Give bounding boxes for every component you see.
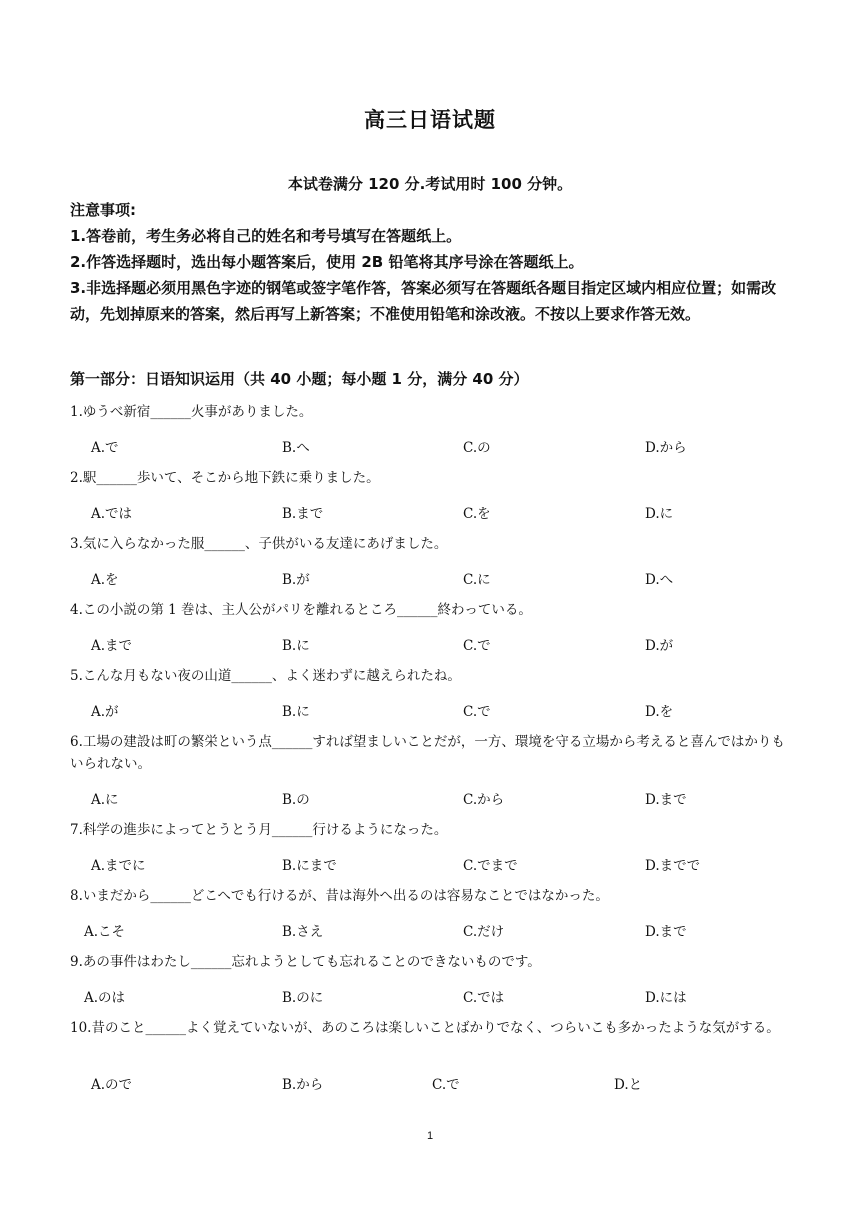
- option: D.までで: [645, 858, 701, 874]
- question-text: 3.気に入らなかった服______、子供がいる友達にあげました。: [70, 536, 448, 552]
- option: C.で: [463, 638, 491, 654]
- option: A.こそ: [84, 924, 126, 940]
- option: B.へ: [282, 440, 310, 456]
- option: D.が: [645, 638, 674, 654]
- option: D.まで: [645, 792, 687, 808]
- option: C.の: [463, 440, 491, 456]
- option: D.に: [645, 506, 674, 522]
- option: B.にまで: [282, 858, 337, 874]
- question-text: 1.ゆうべ新宿______火事がありました。: [70, 404, 313, 420]
- option: B.のに: [282, 990, 324, 1006]
- option: D.へ: [645, 572, 674, 588]
- question-text: 2.駅______歩いて、そこから地下鉄に乗りました。: [70, 470, 380, 486]
- question-text: 9.あの事件はわたし______忘れようとしても忘れることのできないものです。: [70, 954, 541, 970]
- option: A.に: [91, 792, 119, 808]
- page-title: 高三日语试题: [364, 108, 496, 132]
- option: C.だけ: [463, 924, 505, 940]
- option: D.から: [645, 440, 687, 456]
- option: B.から: [282, 1077, 324, 1093]
- question-text: 8.いまだから______どこへでも行けるが、昔は海外へ出るのは容易なことではなかった。: [70, 888, 609, 904]
- options-row: [0, 700, 860, 720]
- option: D.と: [614, 1077, 643, 1093]
- option: C.から: [463, 792, 505, 808]
- options-row: [0, 788, 860, 808]
- option: B.まで: [282, 506, 324, 522]
- question-text: 6.工場の建設は町の繁栄という点______すれば望ましいことだが，一方、環境を守る立場から考えると喜んではかりもいられない。: [70, 734, 785, 772]
- option: C.を: [463, 506, 491, 522]
- options-row: [0, 436, 860, 456]
- option: B.に: [282, 638, 310, 654]
- notes-block: [70, 197, 796, 327]
- option: A.までに: [91, 858, 146, 874]
- option: A.では: [91, 506, 133, 522]
- option: C.で: [432, 1077, 460, 1093]
- options-row: [0, 920, 860, 940]
- question-text: 7.科学の進歩によってとうとう月______行けるようになった。: [70, 822, 448, 838]
- option: A.を: [91, 572, 119, 588]
- page-number: 1: [426, 1130, 434, 1142]
- note-item: 1.答卷前，考生务必将自己的姓名和考号填写在答题纸上。: [70, 227, 462, 245]
- options-row: [0, 986, 860, 1006]
- option: C.で: [463, 704, 491, 720]
- option: A.で: [91, 440, 119, 456]
- options-row: [0, 634, 860, 654]
- option: A.が: [91, 704, 119, 720]
- option: A.のは: [84, 990, 126, 1006]
- section-title: 第一部分：日语知识运用（共 40 小题；每小题 1 分，满分 40 分）: [70, 370, 529, 388]
- notes-heading: 注意事项:: [70, 201, 136, 219]
- option: B.さえ: [282, 924, 324, 940]
- option: D.まで: [645, 924, 687, 940]
- option: A.ので: [91, 1077, 133, 1093]
- option: D.には: [645, 990, 687, 1006]
- note-item: 3.非选择题必须用黑色字迹的钢笔或签字笔作答，答案必须写在答题纸各题目指定区域内相应位置；如需改动，先划掉原来的答案，然后再写上新答案；不准使用铅笔和涂改液。不按以上要求作答无效。: [70, 279, 777, 323]
- note-item: 2.作答选择题时，选出每小题答案后，使用 2B 铅笔将其序号涂在答题纸上。: [70, 253, 584, 271]
- options-row: [0, 568, 860, 588]
- option: C.でまで: [463, 858, 518, 874]
- option: D.を: [645, 704, 674, 720]
- question-text: 10.昔のこと______よく覚えていないが、あのころは楽しいことばかりでなく、つらいこも多かったような気がする。: [70, 1020, 780, 1036]
- option: B.に: [282, 704, 310, 720]
- option: B.が: [282, 572, 310, 588]
- option: B.の: [282, 792, 310, 808]
- option: C.に: [463, 572, 491, 588]
- question-text: 5.こんな月もない夜の山道______、よく迷わずに越えられたね。: [70, 668, 461, 684]
- question-text: 4.この小説の第 1 巻は、主人公がパリを離れるところ______終わっている。: [70, 602, 532, 618]
- exam-info: 本试卷满分 120 分.考试用时 100 分钟。: [287, 175, 573, 193]
- options-row: [0, 502, 860, 522]
- options-row: [0, 1073, 860, 1093]
- option: A.まで: [91, 638, 133, 654]
- option: C.では: [463, 990, 505, 1006]
- options-row: [0, 854, 860, 874]
